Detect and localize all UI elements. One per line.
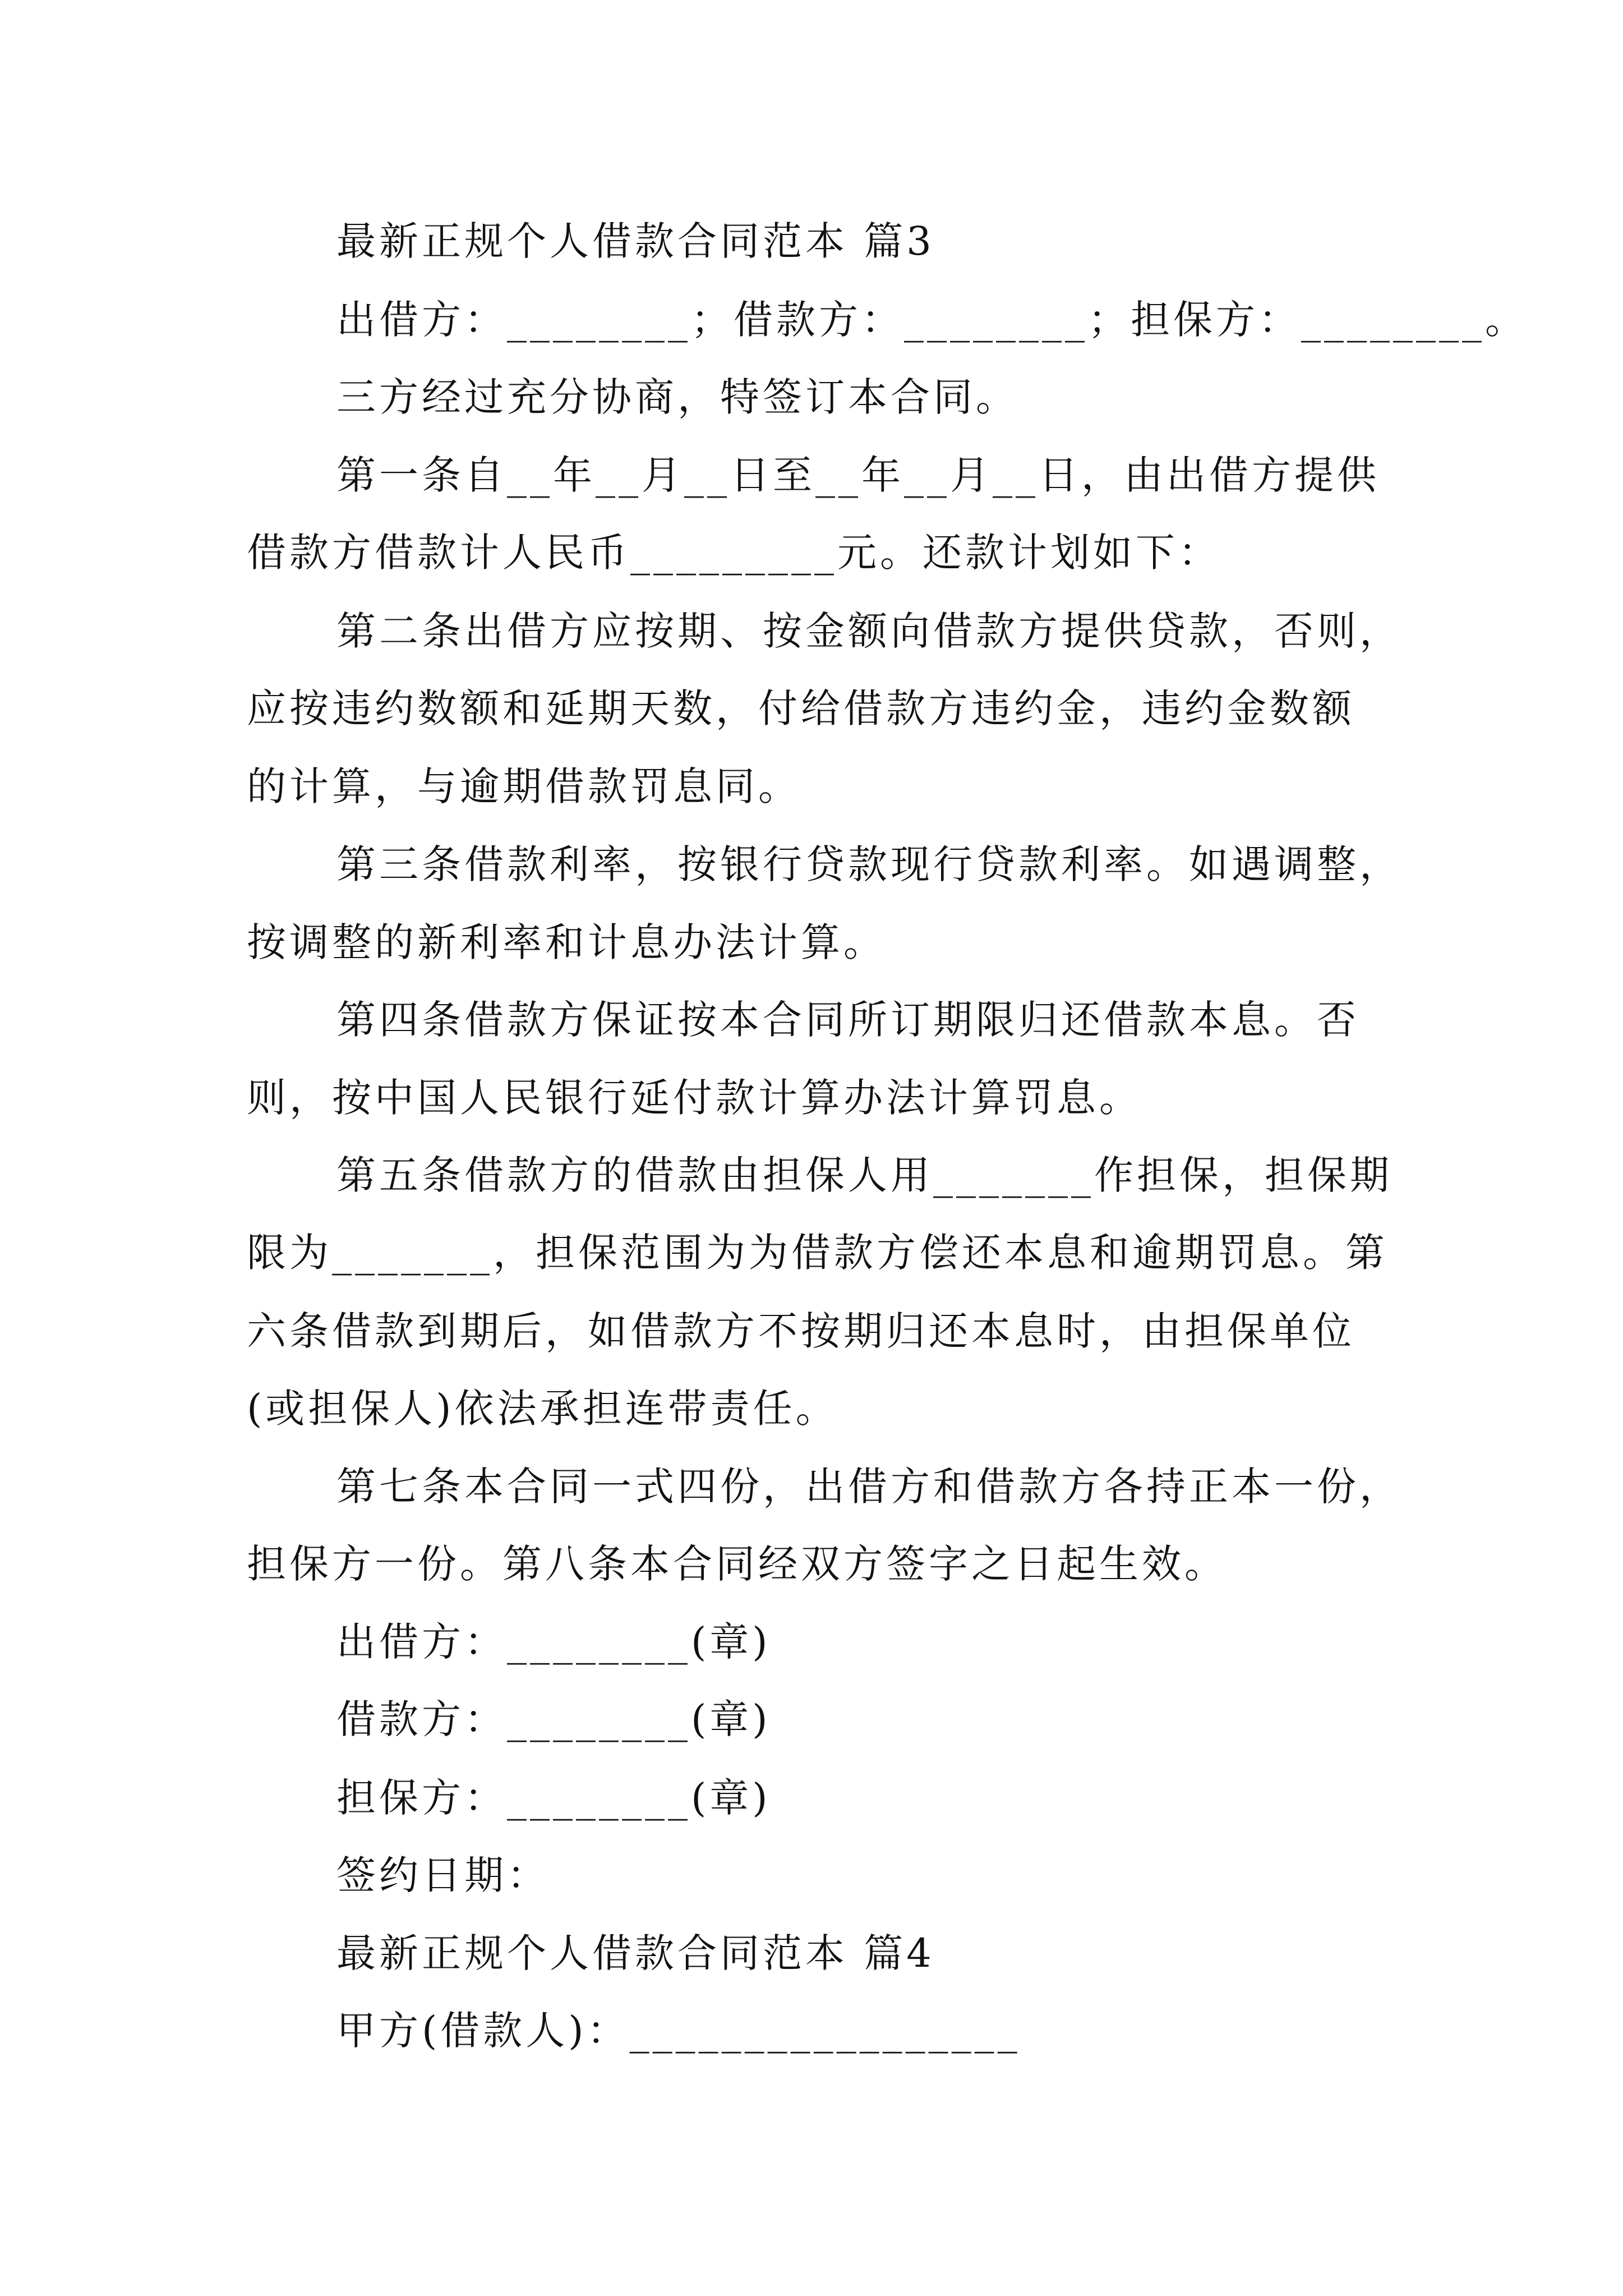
clause-7-line-1: 第七条本合同一式四份，出借方和借款方各持正本一份， — [336, 1464, 1402, 1510]
clause-2-line-2: 应按违约数额和延期天数，付给借款方违约金，违约金数额 — [247, 685, 1355, 731]
clause-4-line-1: 第四条借款方保证按本合同所订期限归还借款本息。否 — [336, 997, 1359, 1043]
clause-6-line-1: 六条借款到期后，如借款方不按期归还本息时，由担保单位 — [247, 1308, 1355, 1354]
preamble-line: 三方经过充分协商，特签订本合同。 — [336, 374, 1018, 420]
clause-5-line-1: 第五条借款方的借款由担保人用_______作担保，担保期 — [336, 1152, 1393, 1198]
clause-1-line-1: 第一条自__年__月__日至__年__月__日，由出借方提供 — [336, 452, 1380, 498]
signature-guarantor: 担保方：________(章) — [336, 1775, 771, 1821]
signature-lender: 出借方：________(章) — [336, 1619, 771, 1665]
clause-2-line-1: 第二条出借方应按期、按金额向借款方提供贷款，否则， — [336, 608, 1402, 654]
clause-3-line-2: 按调整的新利率和计息办法计算。 — [247, 919, 886, 965]
clause-7-line-2: 担保方一份。第八条本合同经双方签字之日起生效。 — [247, 1541, 1227, 1587]
clause-2-line-3: 的计算，与逾期借款罚息同。 — [247, 763, 801, 809]
party-a-line: 甲方(借款人)：_________________ — [336, 2008, 1021, 2054]
clause-5-line-2: 限为_______，担保范围为为借款方偿还本息和逾期罚息。第 — [247, 1230, 1388, 1276]
parties-line: 出借方：________；借款方：________；担保方：________。 — [336, 297, 1528, 343]
signature-borrower: 借款方：________(章) — [336, 1696, 771, 1742]
clause-1-line-2: 借款方借款计人民币_________元。还款计划如下： — [247, 530, 1221, 576]
clause-4-line-2: 则，按中国人民银行延付款计算办法计算罚息。 — [247, 1075, 1142, 1121]
clause-6-line-2: (或担保人)依法承担连带责任。 — [247, 1386, 838, 1432]
section-heading-next: 最新正规个人借款合同范本 篇4 — [336, 1930, 935, 1976]
section-heading: 最新正规个人借款合同范本 篇3 — [336, 218, 935, 264]
clause-3-line-1: 第三条借款利率，按银行贷款现行贷款利率。如遇调整， — [336, 841, 1402, 887]
signing-date: 签约日期： — [336, 1852, 550, 1898]
